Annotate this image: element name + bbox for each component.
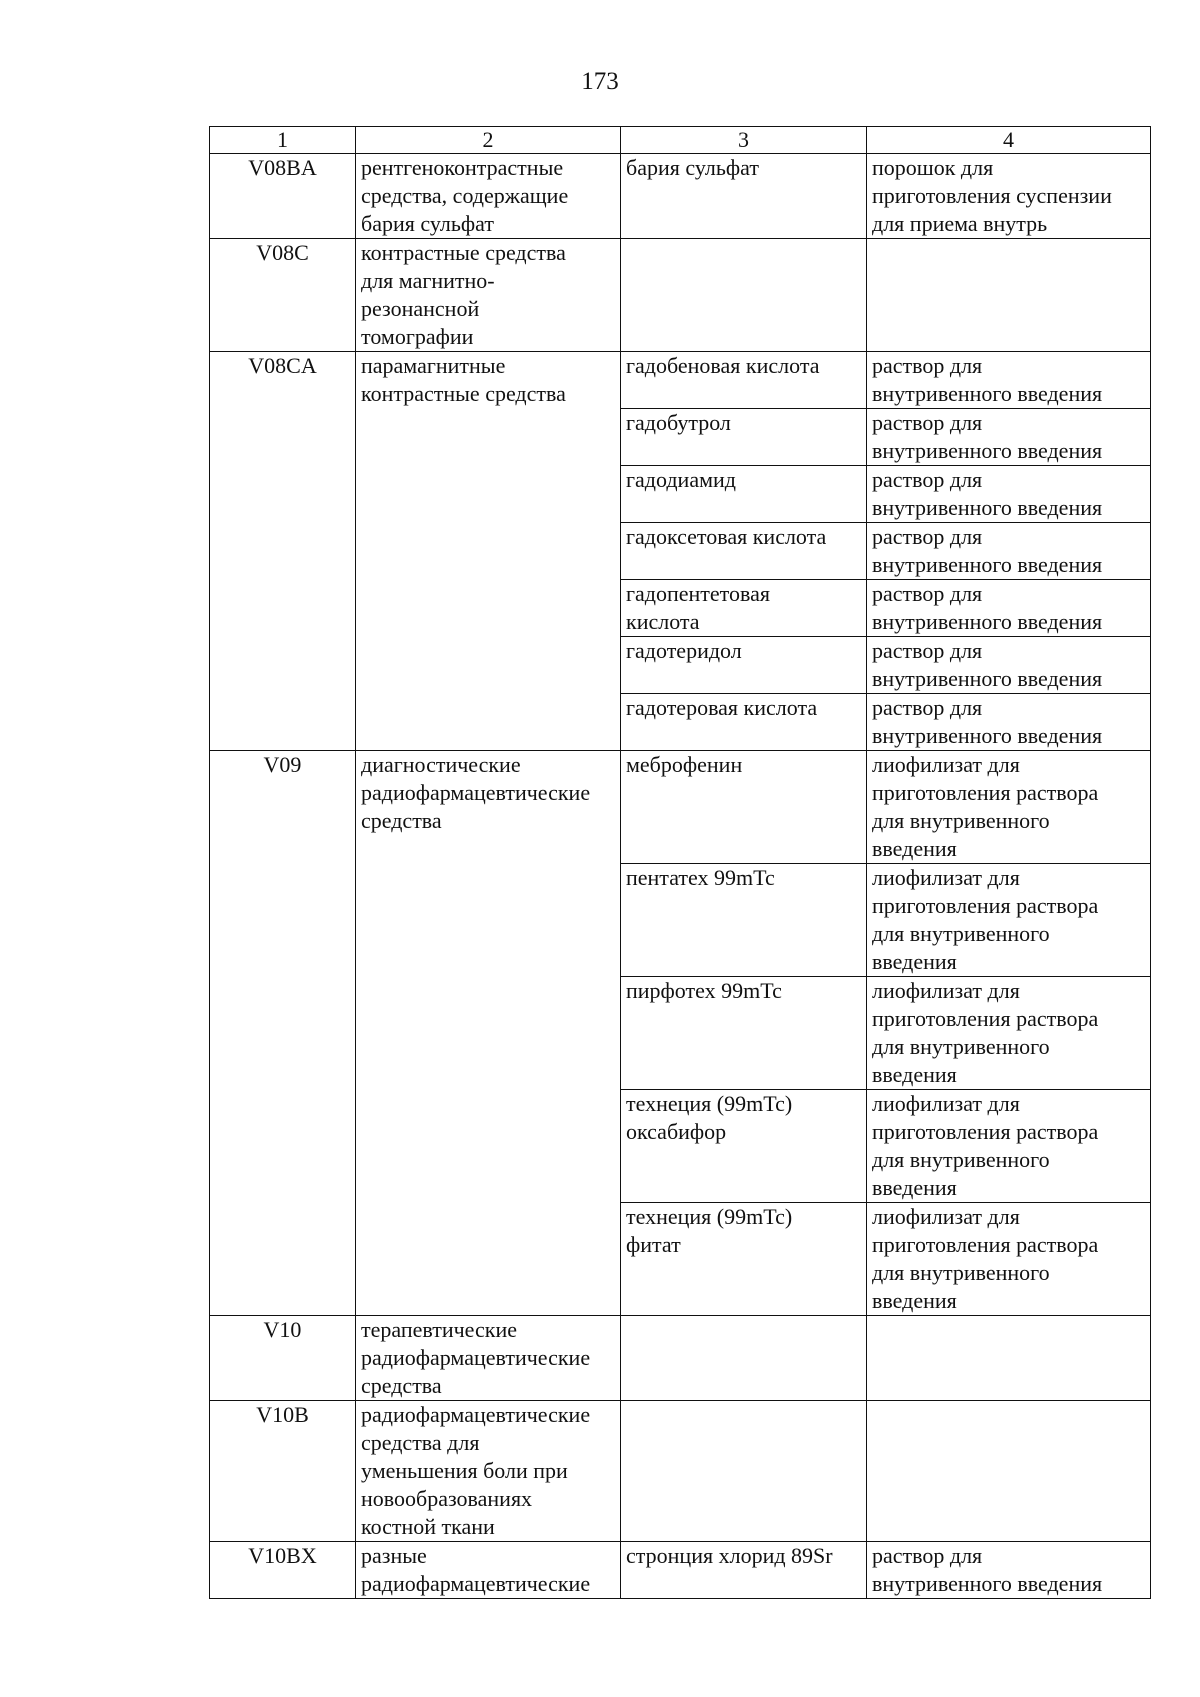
drug-name-text: гадодиамид: [626, 467, 736, 492]
dosage-form-cell: [867, 694, 1151, 751]
dosage-form-text: раствор для внутривенного введения: [872, 467, 1103, 520]
dosage-form-cell: [867, 751, 1151, 864]
header-cell-1: 1: [210, 127, 356, 154]
table-row: [210, 1401, 1151, 1542]
group-name-text: контрастные средства для магнитно- резонансной томографии: [361, 240, 566, 349]
dosage-form-text: раствор для внутривенного введения: [872, 695, 1103, 748]
dosage-form-text: раствор для внутривенного введения: [872, 410, 1103, 463]
header-row: [210, 127, 1151, 154]
group-name-text: диагностические радиофармацевтические средства: [361, 752, 591, 833]
dosage-form-cell: [867, 154, 1151, 239]
table-row: [210, 239, 1151, 352]
dosage-form-cell: [867, 1090, 1151, 1203]
table-row: [210, 352, 1151, 409]
drug-name-text: меброфенин: [626, 752, 743, 777]
atc-code-cell: V10BX: [210, 1542, 356, 1599]
atc-code-cell: V10B: [210, 1401, 356, 1542]
drug-name-text: стронция хлорид 89Sr: [626, 1543, 833, 1568]
group-name-text: разные радиофармацевтические: [361, 1543, 591, 1596]
atc-code-cell: V08CA: [210, 352, 356, 751]
drug-name-cell: [621, 1401, 867, 1542]
drug-name-cell: [621, 751, 867, 864]
table-row: [210, 751, 1151, 864]
table-row: [210, 1542, 1151, 1599]
drug-name-cell: [621, 977, 867, 1090]
group-name-text: терапевтические радиофармацевтические средства: [361, 1317, 591, 1398]
dosage-form-cell: [867, 580, 1151, 637]
dosage-form-text: раствор для внутривенного введения: [872, 353, 1103, 406]
drug-name-text: технеция (99mTc) фитат: [626, 1204, 793, 1257]
dosage-form-text: лиофилизат для приготовления раствора для внутривенного введения: [872, 1091, 1099, 1200]
group-name-cell: [356, 239, 621, 352]
drug-name-text: пирфотех 99mTc: [626, 978, 782, 1003]
dosage-form-text: лиофилизат для приготовления раствора для внутривенного введения: [872, 752, 1099, 861]
atc-code-cell: V08BA: [210, 154, 356, 239]
atc-code-cell: V08C: [210, 239, 356, 352]
drug-name-text: бария сульфат: [626, 155, 759, 180]
page-number: 173: [581, 68, 619, 95]
drug-name-text: гадобеновая кислота: [626, 353, 820, 378]
dosage-form-cell: [867, 523, 1151, 580]
drug-name-text: пентатех 99mTc: [626, 865, 775, 890]
header-cell-3: 3: [621, 127, 867, 154]
dosage-form-text: раствор для внутривенного введения: [872, 1543, 1103, 1596]
drug-name-cell: [621, 352, 867, 409]
table-row: [210, 154, 1151, 239]
table-body: [210, 154, 1151, 1599]
group-name-cell: [356, 352, 621, 751]
drug-name-cell: [621, 580, 867, 637]
drug-name-cell: [621, 1316, 867, 1401]
atc-code-cell: V09: [210, 751, 356, 1316]
dosage-form-cell: [867, 637, 1151, 694]
drug-name-cell: [621, 1203, 867, 1316]
dosage-form-cell: [867, 352, 1151, 409]
dosage-form-text: порошок для приготовления суспензии для приема внутрь: [872, 155, 1112, 236]
drug-name-cell: [621, 864, 867, 977]
group-name-cell: [356, 154, 621, 239]
dosage-form-cell: [867, 1203, 1151, 1316]
drug-name-text: гадотеридол: [626, 638, 742, 663]
dosage-form-text: раствор для внутривенного введения: [872, 638, 1103, 691]
header-cell-2: 2: [356, 127, 621, 154]
dosage-form-text: лиофилизат для приготовления раствора для внутривенного введения: [872, 865, 1099, 974]
group-name-cell: [356, 1316, 621, 1401]
dosage-form-cell: [867, 239, 1151, 352]
drug-name-cell: [621, 239, 867, 352]
dosage-form-cell: [867, 1542, 1151, 1599]
drug-name-text: гадобутрол: [626, 410, 731, 435]
dosage-form-cell: [867, 1401, 1151, 1542]
drug-table: [209, 126, 1151, 1599]
dosage-form-text: раствор для внутривенного введения: [872, 581, 1103, 634]
dosage-form-cell: [867, 1316, 1151, 1401]
drug-name-cell: [621, 694, 867, 751]
dosage-form-cell: [867, 409, 1151, 466]
group-name-cell: [356, 1542, 621, 1599]
drug-name-cell: [621, 523, 867, 580]
dosage-form-text: лиофилизат для приготовления раствора для внутривенного введения: [872, 1204, 1099, 1313]
drug-name-cell: [621, 409, 867, 466]
dosage-form-text: лиофилизат для приготовления раствора для внутривенного введения: [872, 978, 1099, 1087]
drug-name-cell: [621, 154, 867, 239]
drug-name-text: гадотеровая кислота: [626, 695, 818, 720]
drug-name-cell: [621, 1090, 867, 1203]
dosage-form-cell: [867, 466, 1151, 523]
drug-name-text: технеция (99mTc) оксабифор: [626, 1091, 793, 1144]
dosage-form-cell: [867, 864, 1151, 977]
header-cell-4: 4: [867, 127, 1151, 154]
group-name-cell: [356, 1401, 621, 1542]
group-name-text: парамагнитные контрастные средства: [361, 353, 566, 406]
atc-code-cell: V10: [210, 1316, 356, 1401]
drug-name-text: гадоксетовая кислота: [626, 524, 827, 549]
group-name-text: радиофармацевтические средства для уменьшения боли при новообразованиях костной ткани: [361, 1402, 591, 1539]
table-row: [210, 1316, 1151, 1401]
dosage-form-cell: [867, 977, 1151, 1090]
drug-name-text: гадопентетовая кислота: [626, 581, 770, 634]
drug-name-cell: [621, 1542, 867, 1599]
drug-name-cell: [621, 637, 867, 694]
dosage-form-text: раствор для внутривенного введения: [872, 524, 1103, 577]
group-name-text: рентгеноконтрастные средства, содержащие бария сульфат: [361, 155, 569, 236]
drug-name-cell: [621, 466, 867, 523]
group-name-cell: [356, 751, 621, 1316]
